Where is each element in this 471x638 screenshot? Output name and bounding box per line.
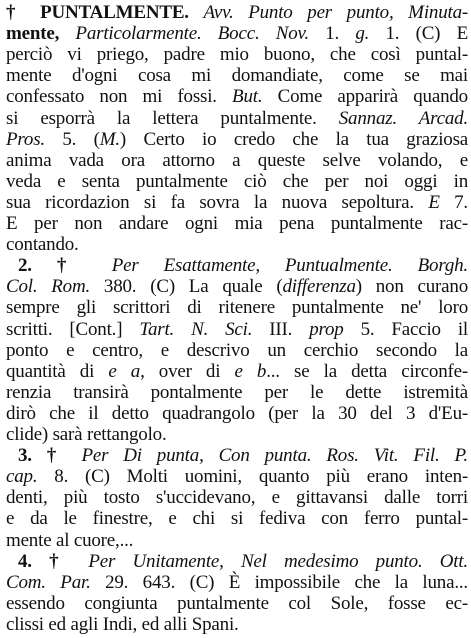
italic-text: Avv. Punto per punto, Minuta- <box>203 2 468 23</box>
body-text: clide) sarà rettangolo. <box>6 424 167 445</box>
body-text: anima vada ora attorno a queste selve volando, e <box>6 149 468 171</box>
body-text: 380. (C) La quale ( <box>90 276 283 298</box>
body-text: scritti. [Cont.] <box>6 318 140 340</box>
body-text: contando. <box>6 234 79 256</box>
entry-text-line <box>6 340 468 361</box>
body-text: mente al cuore,... <box>6 529 134 551</box>
italic-text: Col. Rom. <box>6 276 91 298</box>
entry-text-line <box>6 234 468 255</box>
entry-text-line <box>6 508 468 529</box>
entry-text-line <box>6 213 468 234</box>
body-text: quantità di <box>6 360 109 382</box>
body-text: E per non andare ogni mia pena puntalmente rac- <box>6 213 468 234</box>
entry-text-line <box>6 445 468 466</box>
entry-text-line <box>6 192 468 213</box>
entry-headword: 4. † <box>18 550 89 572</box>
entry-text-line <box>6 319 468 340</box>
entry-headword: 3. † <box>18 445 82 467</box>
body-text: 1. (C) E <box>369 23 468 45</box>
italic-text: Per Esattamente, Puntualmente. Borgh. <box>111 255 468 277</box>
italic-text: But. <box>232 86 263 108</box>
entry-text-line <box>6 171 468 192</box>
body-text: sempre gli scrittori di ritenere puntalmente ne' loro <box>6 297 468 319</box>
body-text: veda e senta puntalmente ciò che per noi oggi in <box>6 170 468 192</box>
body-text: renzia transirà pontalmente per le dette istremità <box>6 381 468 403</box>
dictionary-page <box>6 2 468 636</box>
body-text <box>59 23 75 44</box>
entry-text-line <box>6 23 468 44</box>
entry-text-line <box>6 572 468 593</box>
entry-text-line <box>6 255 468 276</box>
body-text: si esporrà la lettera puntalmente. <box>6 107 339 129</box>
italic-text: Particolarmente. Bocc. Nov. <box>75 23 309 45</box>
entry-text-line <box>6 593 468 614</box>
body-text: essendo congiunta puntalmente col Sole, fosse ec- <box>6 592 468 614</box>
entry-text-line <box>6 86 468 107</box>
body-text: confessato non mi fossi. <box>6 86 233 108</box>
italic-text: e a <box>108 360 141 382</box>
italic-text: M. <box>99 128 120 150</box>
entry-text-line <box>6 551 468 572</box>
entry-text-line <box>6 424 468 445</box>
entry-text-line <box>6 276 468 297</box>
body-text: dirò che il detto quadrangolo (per la 30 del 3 d'Eu- <box>6 402 468 424</box>
entry-text-line <box>6 403 468 424</box>
body-text: 29. 643. (C) È impossibile che la luna... <box>90 571 468 593</box>
body-text: 8. (C) Molti uomini, quanto più erano inten- <box>37 466 468 488</box>
italic-text: Sannaz. Arcad. <box>338 107 468 129</box>
italic-text: Tart. N. Sci. <box>139 318 253 340</box>
entry-text-line <box>6 129 468 150</box>
entry-text-line <box>6 382 468 403</box>
entry-text-line <box>6 487 468 508</box>
entry-text-line <box>6 297 468 318</box>
body-text: , over di <box>140 360 235 382</box>
italic-text: Pros. <box>6 128 45 150</box>
italic-text: g. <box>355 23 370 45</box>
body-text: 1. <box>308 23 356 45</box>
entry-headword: † PUNTALMENTE. <box>6 2 189 23</box>
entry-headword: mente, <box>6 23 60 45</box>
entry-text-line <box>6 108 468 129</box>
italic-text: Com. Par. <box>6 571 91 593</box>
body-text: ponto e centro, e descrivo un cerchio secondo la <box>6 339 468 361</box>
body-text: e da le finestre, e chi si fediva con ferro puntal- <box>6 508 468 530</box>
body-text: Come apparirà quando <box>262 86 468 108</box>
entry-text-line <box>6 614 468 635</box>
body-text: 5. Faccio il <box>343 318 468 340</box>
entry-text-line <box>6 65 468 86</box>
italic-text: cap. <box>6 466 38 488</box>
italic-text: prop <box>309 318 344 340</box>
body-text: ... se la detta circonfe- <box>266 360 468 382</box>
body-text <box>189 2 204 23</box>
italic-text: differenza <box>282 276 356 298</box>
body-text: mente d'ogni cosa mi domandiate, come se mai <box>6 65 468 87</box>
italic-text: e b <box>234 360 267 382</box>
body-text: 7. <box>439 191 468 213</box>
entry-text-line <box>6 466 468 487</box>
body-text: denti, più tosto s'uccidevano, e gittavansi dalle torri <box>6 487 468 509</box>
italic-text: E <box>428 191 440 213</box>
entry-text-line <box>6 150 468 171</box>
body-text: ) non curano <box>355 276 468 298</box>
entry-text-line <box>6 361 468 382</box>
entry-text-line <box>6 2 468 23</box>
body-text: 5. ( <box>44 128 100 150</box>
body-text: clissi ed agli Indi, ed alli Spani. <box>6 613 239 635</box>
body-text: perciò vi priego, padre mio buono, che così puntal- <box>6 44 468 66</box>
italic-text: Per Di punta, Con punta. Ros. Vit. Fil. P. <box>81 445 468 467</box>
entry-text-line <box>6 44 468 65</box>
body-text: III. <box>252 318 310 340</box>
entry-text-line <box>6 530 468 551</box>
body-text: ) Certo io credo che la tua graziosa <box>119 128 469 150</box>
body-text: sua ricordazion si fa sovra la nuova sepoltura. <box>6 191 429 213</box>
italic-text: Per Unitamente, Nel medesimo punto. Ott. <box>88 550 468 572</box>
entry-headword: 2. † <box>18 255 112 277</box>
